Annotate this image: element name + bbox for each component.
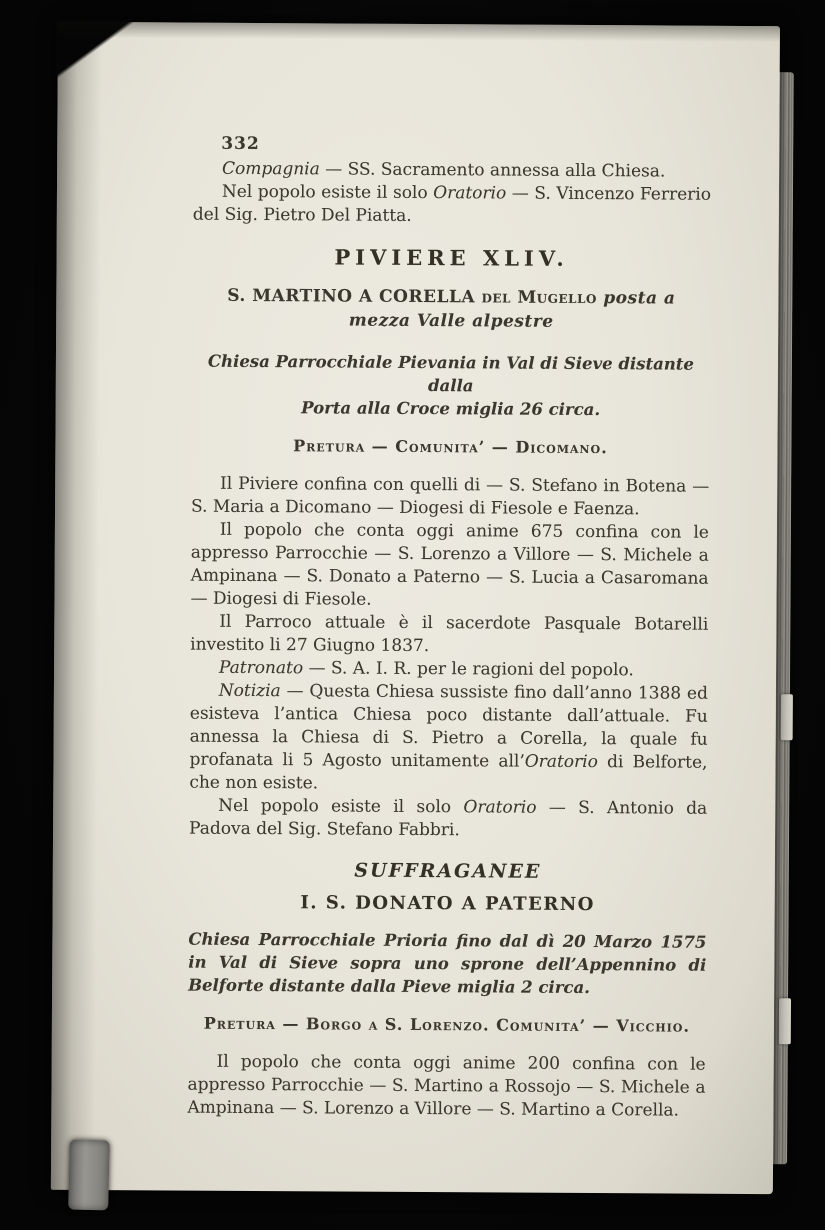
text-segment: Porta alla Croce miglia 26 circa. xyxy=(301,398,601,420)
text-segment: Il Piviere confina con quelli di — S. Stefano in Botena — S. Maria a Dicomano — Diogesi di Fiesole e Faenza. xyxy=(190,473,710,520)
text-segment: Il popolo che conta oggi anime 675 confina con le appresso Parrocchie — S. Lorenzo a Villore — S. Michele a Ampinana — S. Donato a Paterno — S. Lucia a Casaromana — Diogesi di Fiesole. xyxy=(190,519,709,610)
text-segment: — S. Antonio da Padova del Sig. Stefano Fabbri. xyxy=(189,797,708,841)
text-segment: Oratorio xyxy=(433,183,507,204)
binder-clip xyxy=(68,1140,110,1211)
text-segment: di Belforte, che non esiste. xyxy=(189,752,708,794)
text-segment: Notizia xyxy=(218,680,281,702)
body-paragraph xyxy=(189,795,707,844)
text-segment: Compagnia xyxy=(221,158,320,180)
text-segment: — S. A. I. R. per le ragioni del popolo. xyxy=(303,658,634,681)
page-edge-notch xyxy=(781,694,793,740)
text-segment: Nel popolo esiste il solo xyxy=(218,795,464,818)
page-content xyxy=(187,133,711,1123)
body-paragraph xyxy=(190,611,708,660)
text-segment: del Mugello xyxy=(481,287,597,309)
page-edge-notch xyxy=(779,998,791,1044)
text-segment: Patronato xyxy=(218,657,304,679)
page-number: 332 xyxy=(221,133,260,154)
text-segment: — SS. Sacramento annessa alla Chiesa. xyxy=(319,159,666,182)
paper-sheet xyxy=(51,22,780,1194)
body-paragraph xyxy=(190,657,708,683)
text-segment: Chiesa Parrocchiale Prioria fino dal dì 20 Marzo 1575 in Val di Sieve sopra uno sprone dell’Appennino di Belforte distante dalla Pieve miglia 2 circa. xyxy=(188,929,707,998)
suffraganee-title: I. S. DONATO A PATERNO xyxy=(300,892,595,916)
suffraganee-jurisdiction-line: Pretura — Borgo a S. Lorenzo. Comunita’ — Vicchio. xyxy=(203,1013,691,1036)
text-segment: Il Parroco attuale è il sacerdote Pasquale Botarelli investito li 27 Giugno 1837. xyxy=(190,611,709,657)
text-segment: — Questa Chiesa sussiste fino dall’anno 1388 ed esisteva l’antica Chiesa poco distante dall’attuale. Fu annessa la Chiesa di S. Pietro a Corella, la quale fu profanata li 5 Agosto unitamente all’ xyxy=(189,681,708,772)
text-segment: Nel popolo esiste il solo xyxy=(221,181,434,204)
suffraganee-section-heading: SUFFRAGANEE xyxy=(354,859,542,883)
piviere-section-heading: PIVIERE XLIV. xyxy=(334,244,569,271)
text-segment: mezza Valle alpestre xyxy=(348,310,554,332)
text-segment: S. MARTINO A CORELLA xyxy=(227,285,482,308)
page-corner-shadow xyxy=(56,20,134,78)
text-segment: — S. Vincenzo Ferrerio del Sig. Pietro Del Piatta. xyxy=(192,183,712,226)
text-segment: Chiesa Parrocchiale Pievania in Val di Sieve distante dalla xyxy=(207,351,694,396)
suffraganee-subtitle xyxy=(188,928,706,1000)
intro-paragraph xyxy=(193,181,711,230)
piviere-title xyxy=(192,284,710,335)
body-paragraph xyxy=(187,1051,705,1123)
body-paragraph xyxy=(191,473,709,522)
text-segment: Il popolo che conta oggi anime 200 confina con le appresso Parrocchie — S. Martino a Rossojo — S. Michele a Ampinana — S. Lorenzo a Villore — S. Martino a Corella. xyxy=(187,1051,706,1121)
text-segment: Oratorio xyxy=(463,797,537,818)
intro-paragraph xyxy=(193,158,711,184)
text-segment: Oratorio xyxy=(524,751,598,773)
piviere-jurisdiction-line: Pretura — Comunita’ — Dicomano. xyxy=(293,436,608,458)
body-paragraph xyxy=(190,519,709,614)
body-paragraph xyxy=(189,680,708,798)
book-page xyxy=(51,22,792,1194)
text-segment: posta a xyxy=(603,288,676,309)
piviere-subtitle xyxy=(192,350,710,422)
